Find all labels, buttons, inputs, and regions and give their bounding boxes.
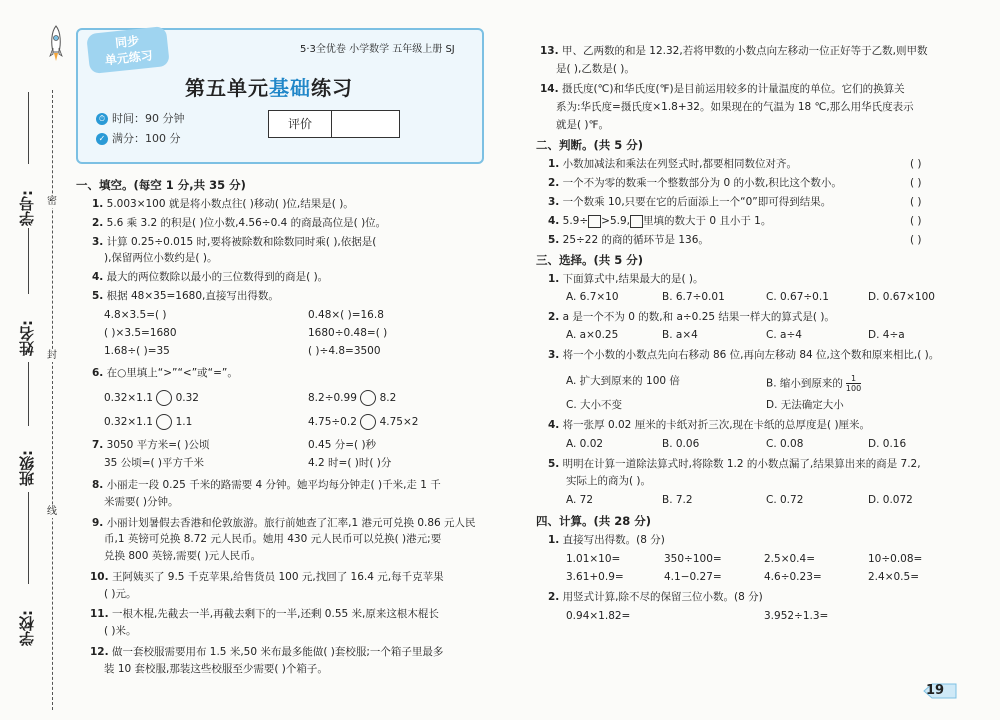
fraction: [846, 374, 861, 393]
compare-circle[interactable]: [156, 390, 172, 406]
section-choice: 三、选择。(共 5 分): [536, 253, 644, 267]
choice-option[interactable]: [766, 374, 861, 393]
section-calculation: 四、计算。(共 28 分): [536, 514, 652, 528]
c4-text: 将一张厚 0.02 厘米的卡纸对折三次,现在卡纸的总厚度是( )厘米。: [562, 419, 871, 431]
check-icon: ✓: [96, 133, 108, 145]
question-7: 7. 3050 平方米=( )公顷: [92, 439, 210, 451]
k1-text: 直接写出得数。(8 分): [562, 534, 665, 546]
q6-right: 0.32: [175, 392, 199, 404]
choice-option[interactable]: C. 大小不变: [566, 399, 623, 411]
q11-text-b: ( )米。: [104, 625, 137, 637]
q6-compare: [308, 390, 396, 406]
school-line[interactable]: [28, 492, 30, 584]
section-fill-blank: 一、填空。(每空 1 分,共 35 分): [76, 178, 246, 192]
clock-icon: ⏱: [96, 113, 108, 125]
choice-option[interactable]: D. 0.67×100: [868, 291, 935, 303]
q6-compare: [308, 414, 418, 430]
q11-text-a: 一根木棍,先截去一半,再截去剩下的一半,还剩 0.55 米,原来这根木棍长: [111, 608, 439, 620]
choice-option[interactable]: B. 7.2: [662, 494, 693, 506]
calc-1: 1. 直接写出得数。(8 分): [548, 534, 665, 546]
q7-text-b2: 4.2 时=( )时( )分: [308, 457, 392, 469]
q13-text-b: 是( ),乙数是( )。: [556, 63, 635, 75]
q5-item: 1680÷0.48=( ): [308, 327, 388, 339]
q5-item: 4.8×3.5=( ): [104, 309, 167, 321]
judge-4: 4. 5.9÷ >5.9, 里填的数大于 0 且小于 1。: [548, 215, 772, 227]
c2-text: a 是一个不为 0 的数,和 a÷0.25 结果一样大的算式是( )。: [562, 311, 835, 323]
choice-option[interactable]: B. 6.7÷0.01: [662, 291, 725, 303]
choice-4: 4. 将一张厚 0.02 厘米的卡纸对折三次,现在卡纸的总厚度是( )厘米。: [548, 419, 871, 431]
q14-text-a: 摄氏度(℃)和华氏度(℉)是目前运用较多的计量温度的单位。它们的换算关: [561, 83, 905, 95]
evaluation-field[interactable]: [333, 111, 397, 137]
q6-left: 0.32×1.1: [104, 392, 153, 404]
compare-circle[interactable]: [360, 390, 376, 406]
calc-item: 350÷100=: [664, 553, 722, 565]
calc-item: 4.1−0.27=: [664, 571, 722, 583]
unit-badge: [86, 26, 170, 74]
seal-char-xian: 线: [47, 506, 57, 517]
judge-2: 2. 一个不为零的数乘一个整数部分为 0 的小数,积比这个数小。: [548, 177, 842, 189]
c3-option-b-text: B. 缩小到原来的: [766, 377, 843, 390]
student-id-line[interactable]: [28, 92, 30, 164]
c1-text: 下面算式中,结果最大的是( )。: [562, 273, 704, 285]
q6-left: 0.32×1.1: [104, 416, 153, 428]
q5-item: 0.48×( )=16.8: [308, 309, 384, 321]
class-line[interactable]: [28, 362, 30, 426]
judge-answer[interactable]: ( ): [910, 158, 922, 170]
choice-option[interactable]: D. 4÷a: [868, 329, 905, 341]
question-11: 11. 一根木棍,先截去一半,再截去剩下的一半,还剩 0.55 米,原来这根木棍长: [90, 608, 439, 620]
choice-5: 5. 明明在计算一道除法算式时,将除数 1.2 的小数点漏了,结果算出来的商是 7.2,: [548, 458, 921, 470]
c3-text: 将一个小数的小数点先向右移动 86 位,再向左移动 84 位,这个数和原来相比,( )。: [562, 349, 940, 361]
question-4: 4. 最大的两位数除以最小的三位数得到的商是( )。: [92, 271, 329, 283]
calc-item: 3.61+0.9=: [566, 571, 624, 583]
j1-text: 小数加减法和乘法在列竖式时,都要相同数位对齐。: [562, 158, 797, 170]
q6-left: 8.2÷0.99: [308, 392, 357, 404]
score-text: 满分：100 分: [112, 132, 181, 145]
judge-answer[interactable]: ( ): [910, 196, 922, 208]
j5-text: 25÷22 的商的循环节是 136。: [562, 234, 709, 246]
choice-option[interactable]: D. 0.072: [868, 494, 913, 506]
q3-text-a: 计算 0.25÷0.015 时,要将被除数和除数同时乘( ),依据是(: [106, 236, 377, 248]
question-3: 3. 计算 0.25÷0.015 时,要将被除数和除数同时乘( ),依据是(: [92, 236, 377, 248]
judge-5: 5. 25÷22 的商的循环节是 136。: [548, 234, 709, 246]
compare-circle[interactable]: [156, 414, 172, 430]
choice-option[interactable]: A. 6.7×10: [566, 291, 619, 303]
student-id-label: 学号:: [18, 190, 36, 226]
choice-option[interactable]: C. 0.72: [766, 494, 804, 506]
calc-item: 1.01×10=: [566, 553, 621, 565]
seal-line: [52, 90, 53, 710]
series-label: 5·3全优卷 小学数学 五年级上册 SJ: [300, 44, 455, 55]
judge-1: 1. 小数加减法和乘法在列竖式时,都要相同数位对齐。: [548, 158, 797, 170]
q5-item: 1.68÷( )=35: [104, 345, 170, 357]
seal-char-mi: 密: [47, 196, 57, 207]
q14-text-c: 就是( )℉。: [556, 119, 610, 131]
j2-text: 一个不为零的数乘一个整数部分为 0 的小数,积比这个数小。: [562, 177, 842, 189]
question-10: 10. 王阿姨买了 9.5 千克苹果,给售货员 100 元,找回了 16.4 元,每千克苹果: [90, 571, 444, 583]
q2-text: 5.6 乘 3.2 的积是( )位小数,4.56÷0.4 的商最高位是( )位。: [106, 217, 387, 229]
choice-option[interactable]: B. 0.06: [662, 438, 700, 450]
q8-text-b: 米需要( )分钟。: [104, 496, 179, 508]
q12-text-b: 装 10 套校服,那装这些校服至少需要( )个箱子。: [104, 663, 328, 675]
question-12: 12. 做一套校服需要用布 1.5 米,50 米布最多能做( )套校服;一个箱子里最多: [90, 646, 444, 658]
question-1: 1. 5.003×100 就是将小数点往( )移动( )位,结果是( )。: [92, 198, 354, 210]
judge-answer[interactable]: ( ): [910, 215, 922, 227]
calc-item: 10÷0.08=: [868, 553, 923, 565]
q6-compare: [104, 390, 199, 406]
compare-circle[interactable]: [360, 414, 376, 430]
choice-1: 1. 下面算式中,结果最大的是( )。: [548, 273, 704, 285]
q1-text: 5.003×100 就是将小数点往( )移动( )位,结果是( )。: [106, 198, 354, 210]
choice-option[interactable]: C. a÷4: [766, 329, 802, 341]
q6-right: 4.75×2: [379, 416, 419, 428]
j4-mid: >5.9,: [601, 215, 630, 227]
badge-line-1: 同步: [114, 33, 140, 51]
binding-margin: [0, 0, 72, 720]
choice-3: 3. 将一个小数的小数点先向右移动 86 位,再向左移动 84 位,这个数和原来相比,( )。: [548, 349, 940, 361]
page-title: [185, 72, 353, 101]
q7-text-a2: 0.45 分=( )秒: [308, 439, 377, 451]
q14-text-b: 系为:华氏度=摄氏度×1.8+32。如果现在的气温为 18 ℃,那么用华氏度表示: [556, 101, 914, 113]
question-6: 6. 在○里填上“>”“<”或“=”。: [92, 367, 238, 379]
blank-box[interactable]: [630, 215, 643, 228]
question-2: 2. 5.6 乘 3.2 的积是( )位小数,4.56÷0.4 的商最高位是( )位。: [92, 217, 387, 229]
choice-option[interactable]: C. 0.08: [766, 438, 804, 450]
calc-item: 4.6÷0.23=: [764, 571, 822, 583]
choice-2: 2. a 是一个不为 0 的数,和 a÷0.25 结果一样大的算式是( )。: [548, 311, 835, 323]
q8-text-a: 小丽走一段 0.25 千米的路需要 4 分钟。她平均每分钟走( )千米,走 1 千: [106, 479, 441, 491]
calc-item: 0.94×1.82=: [566, 610, 631, 622]
choice-option[interactable]: A. a×0.25: [566, 329, 619, 341]
j3-text: 一个数乘 10,只要在它的后面添上一个“0”即可得到结果。: [562, 196, 832, 208]
q3-text-b: ),保留两位小数约是( )。: [104, 252, 218, 264]
fraction-denominator: 100: [845, 384, 862, 393]
choice-option[interactable]: A. 72: [566, 494, 594, 506]
judge-3: 3. 一个数乘 10,只要在它的后面添上一个“0”即可得到结果。: [548, 196, 832, 208]
title-highlight: 基础: [269, 76, 311, 100]
c5-text-b: 实际上的商为( )。: [566, 475, 652, 487]
evaluation-box: [268, 110, 400, 138]
q7-text-a1: 3050 平方米=( )公顷: [106, 439, 210, 451]
q6-right: 1.1: [175, 416, 193, 428]
q9-text-b: 币,1 英镑可兑换 8.72 元人民币。她用 430 元人民币可以兑换( )港元;要: [104, 533, 442, 545]
choice-option[interactable]: D. 无法确定大小: [766, 399, 844, 411]
q12-text-a: 做一套校服需要用布 1.5 米,50 米布最多能做( )套校服;一个箱子里最多: [111, 646, 444, 658]
q4-text: 最大的两位数除以最小的三位数得到的商是( )。: [106, 271, 329, 283]
school-label: 学校:: [18, 610, 36, 646]
q6-right: 8.2: [379, 392, 397, 404]
title-post: 练习: [311, 76, 353, 100]
q6-left: 4.75÷0.2: [308, 416, 357, 428]
blank-box[interactable]: [588, 215, 601, 228]
q13-text-a: 甲、乙两数的和是 12.32,若将甲数的小数点向左移动一位正好等于乙数,则甲数: [561, 45, 928, 57]
q6-compare: [104, 414, 192, 430]
question-5: 5. 根据 48×35=1680,直接写出得数。: [92, 290, 279, 302]
rocket-icon: [48, 24, 64, 64]
question-13: 13. 甲、乙两数的和是 12.32,若将甲数的小数点向左移动一位正好等于乙数,则甲数: [540, 45, 928, 57]
badge-line-2: 单元练习: [104, 48, 154, 68]
q6-text: 在○里填上“>”“<”或“=”。: [106, 367, 238, 379]
c5-text-a: 明明在计算一道除法算式时,将除数 1.2 的小数点漏了,结果算出来的商是 7.2,: [562, 458, 921, 470]
q9-text-c: 兑换 800 英镑,需要( )元人民币。: [104, 550, 262, 562]
time-info: [96, 110, 185, 126]
choice-option[interactable]: A. 0.02: [566, 438, 604, 450]
choice-option[interactable]: A. 扩大到原来的 100 倍: [566, 375, 680, 387]
k2-text: 用竖式计算,除不尽的保留三位小数。(8 分): [562, 591, 763, 603]
seal-char-feng: 封: [47, 350, 57, 361]
judge-answer[interactable]: ( ): [910, 177, 922, 189]
section-judge: 二、判断。(共 5 分): [536, 138, 644, 152]
calc-item: 3.952÷1.3=: [764, 610, 829, 622]
score-info: [96, 130, 181, 146]
q10-text-b: ( )元。: [104, 588, 137, 600]
page-number: 19: [926, 683, 945, 698]
fraction-numerator: 1: [846, 374, 861, 384]
time-text: 时间：90 分钟: [112, 112, 185, 125]
name-line[interactable]: [28, 228, 30, 294]
choice-option[interactable]: C. 0.67÷0.1: [766, 291, 829, 303]
question-9: 9. 小丽计划暑假去香港和伦敦旅游。旅行前她查了汇率,1 港元可兑换 0.86 元人民: [92, 517, 476, 529]
q5-item: ( )÷4.8=3500: [308, 345, 381, 357]
choice-option[interactable]: B. a×4: [662, 329, 698, 341]
question-14: 14. 摄氏度(℃)和华氏度(℉)是目前运用较多的计量温度的单位。它们的换算关: [540, 83, 905, 95]
choice-option[interactable]: D. 0.16: [868, 438, 907, 450]
calc-item: 2.5×0.4=: [764, 553, 815, 565]
name-label: 姓名:: [18, 320, 36, 356]
question-8: 8. 小丽走一段 0.25 千米的路需要 4 分钟。她平均每分钟走( )千米,走 1 千: [92, 479, 441, 491]
judge-answer[interactable]: ( ): [910, 234, 922, 246]
q7-text-b1: 35 公顷=( )平方千米: [104, 457, 205, 469]
q9-text-a: 小丽计划暑假去香港和伦敦旅游。旅行前她查了汇率,1 港元可兑换 0.86 元人民: [106, 517, 476, 529]
q5-item: ( )×3.5=1680: [104, 327, 177, 339]
page-number-tag: [922, 682, 958, 700]
calc-item: 2.4×0.5=: [868, 571, 919, 583]
q5-text: 根据 48×35=1680,直接写出得数。: [106, 290, 279, 302]
class-label: 班级:: [18, 450, 36, 486]
title-pre: 第五单元: [185, 76, 269, 100]
q10-text-a: 王阿姨买了 9.5 千克苹果,给售货员 100 元,找回了 16.4 元,每千克苹果: [111, 571, 444, 583]
j4-post: 里填的数大于 0 且小于 1。: [642, 215, 772, 227]
j4-pre: 5.9÷: [562, 215, 589, 227]
evaluation-label: 评价: [269, 111, 332, 137]
calc-2: 2. 用竖式计算,除不尽的保留三位小数。(8 分): [548, 591, 763, 603]
